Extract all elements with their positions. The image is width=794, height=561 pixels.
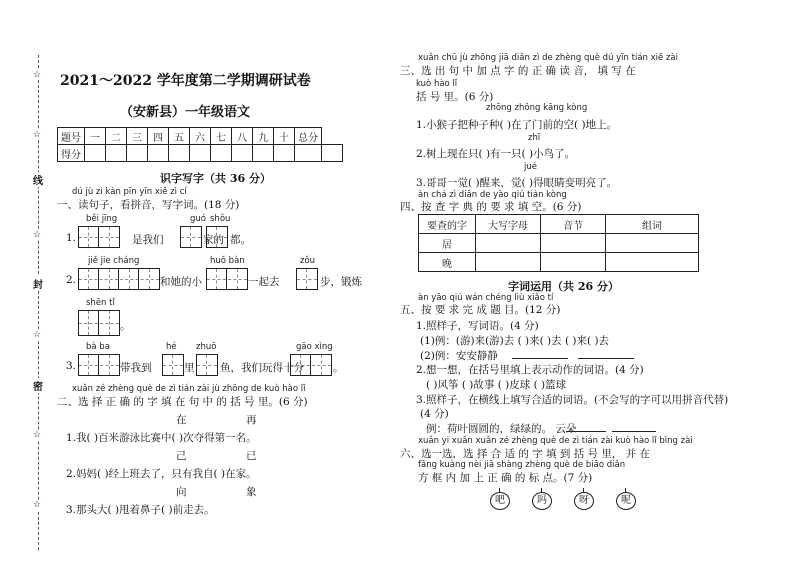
score-header-cell: 四 <box>148 128 169 145</box>
instruction: 1.照样子，写词语。(4 分) <box>416 320 539 332</box>
score-cell[interactable] <box>106 145 127 162</box>
choice-char: 己 <box>176 450 187 462</box>
item-number: 1. <box>66 232 77 244</box>
answer-line[interactable] <box>512 358 568 359</box>
circle-mark: ☆ <box>33 130 42 140</box>
sentence-text: 例：荷叶圆圆的，绿绿的。 云朵 <box>426 423 577 435</box>
sentence-text: 1.小猴子把种子种( )在了门前的空( )地上。 <box>416 119 618 131</box>
writing-grid[interactable] <box>78 268 160 290</box>
pinyin: guó <box>190 214 206 224</box>
pinyin: huǒ bàn <box>210 256 245 266</box>
instruction: 2.想一想，在括号里填上表示动作的词语。(4 分) <box>416 364 644 376</box>
pinyin-line: xuǎn yi xuǎn xuǎn zé zhèng què de zì tián zài kuò hào lǐ bìng zài <box>418 436 693 446</box>
answer-cell[interactable] <box>606 253 699 272</box>
answer-line[interactable] <box>566 431 606 432</box>
score-cell[interactable] <box>232 145 253 162</box>
exam-subtitle: （安新县）一年级语文 <box>120 105 251 120</box>
question-title: 三、选 出 句 中 加 点 字 的 正 确 读 音， 填 写 在 <box>400 65 636 77</box>
sentence-text: 一起去 <box>248 276 280 288</box>
answer-cell[interactable] <box>606 234 699 253</box>
pinyin-options: zhōng zhǒng kāng kòng <box>486 103 588 113</box>
sentence-text: 。 <box>120 320 131 332</box>
sentence-text: 1.我( )百米游泳比赛中( )次夺得第一名。 <box>66 432 257 444</box>
choice-char: 在 <box>176 414 187 426</box>
instruction: (4 分) <box>420 408 449 420</box>
score-header-cell: 题号 <box>58 128 85 145</box>
pinyin-line: xuǎn chū jù zhōng jiā diǎn zì de zhèng què dú yīn tián xiě zài <box>418 53 678 63</box>
sentence-text: 步，锻炼 <box>320 276 362 288</box>
pinyin-line: fāng kuàng nèi jiā shàng zhèng què de biāo diǎn <box>418 460 626 470</box>
score-cell[interactable] <box>295 145 322 162</box>
circle-mark: ☆ <box>33 330 42 340</box>
answer-cell[interactable] <box>541 253 606 272</box>
section-title: 识字写字（共 36 分） <box>160 172 271 185</box>
dict-header: 组词 <box>606 215 699 234</box>
sentence-text: 3.哥哥一觉( )醒来，觉( )得眼睛变明亮了。 <box>416 177 618 189</box>
writing-grid[interactable] <box>290 354 332 376</box>
sentence-text: 带我到 <box>120 362 152 374</box>
instruction: 3.照样子，在横线上填写合适的词语。(不会写的字可以用拼音代替) <box>416 394 729 406</box>
apple-choice: 吧 <box>490 492 510 510</box>
sentence-text: 都。 <box>230 234 251 246</box>
score-header-cell: 八 <box>232 128 253 145</box>
score-header-cell: 六 <box>190 128 211 145</box>
pinyin-options: zhī <box>528 133 541 143</box>
sentence-text: 是我们 <box>132 234 164 246</box>
score-header-cell: 三 <box>127 128 148 145</box>
exam-title: 2021～2022 学年度第二学期调研试卷 <box>60 73 311 89</box>
question-title: 六、选一选，选 择 合 适 的 字 填 到 括 号 里， 并 在 <box>400 448 651 460</box>
score-cell[interactable] <box>253 145 274 162</box>
sentence-text: 3.那头大( )甩着鼻子( )前走去。 <box>66 504 215 516</box>
score-row-label: 得分 <box>58 145 85 162</box>
gutter-word: 封 <box>30 276 46 291</box>
sentence-text: (1)例：(游)来(游)去 ( )来( )去 ( )来( )去 <box>420 335 610 347</box>
choice-char: 已 <box>246 450 257 462</box>
score-cell[interactable] <box>85 145 106 162</box>
answer-line[interactable] <box>578 358 634 359</box>
score-cell[interactable] <box>211 145 232 162</box>
gutter-word: 密 <box>30 378 46 393</box>
question-title: 四、按 查 字 典 的 要 求 填 空。(6 分) <box>400 201 582 213</box>
score-cell[interactable] <box>190 145 211 162</box>
pinyin: bà ba <box>86 342 110 352</box>
apple-choice: 呀 <box>574 492 594 510</box>
sentence-text: 2.树上现在只( )有一只( )小鸟了。 <box>416 148 576 160</box>
section-title: 字词运用（共 26 分） <box>508 280 619 293</box>
pinyin-options: jué <box>524 162 537 172</box>
pinyin-line: xuǎn zé zhèng què de zì tián zài jù zhōng de kuò hào lǐ <box>72 384 306 394</box>
writing-grid[interactable] <box>296 268 318 290</box>
writing-grid[interactable] <box>206 268 248 290</box>
writing-grid[interactable] <box>180 226 202 248</box>
writing-grid[interactable] <box>78 354 120 376</box>
circle-mark: ☆ <box>33 430 42 440</box>
item-number: 3. <box>66 360 77 372</box>
sentence-text: 。 <box>333 362 344 374</box>
question-title: 五、按 要 求 完 成 题 目。(12 分) <box>400 304 561 316</box>
question-title: 二、选 择 正 确 的 字 填 在 句 中 的 括 号 里。(6 分) <box>57 396 308 408</box>
sentence-text: 里 <box>184 362 195 374</box>
score-header-cell: 一 <box>85 128 106 145</box>
score-cell[interactable] <box>148 145 169 162</box>
score-header-cell: 五 <box>169 128 190 145</box>
pinyin-line: kuò hào lǐ <box>416 79 458 89</box>
score-header-cell: 九 <box>253 128 274 145</box>
sentence-text: ( )风筝 ( )故事 ( )皮球 ( )篮球 <box>426 379 567 391</box>
question-title: 一、读句子，看拼音，写字词。(18 分) <box>57 199 240 211</box>
question-title: 方 框 内 加 上 正 确 的 标 点。(7 分) <box>418 472 593 484</box>
pinyin: shǒu <box>210 214 231 224</box>
score-table <box>57 127 343 162</box>
writing-grid[interactable] <box>78 226 120 248</box>
writing-grid[interactable] <box>196 354 218 376</box>
score-cell[interactable] <box>169 145 190 162</box>
sentence-text: 2.妈妈( )经上班去了，只有我自( )在家。 <box>66 468 257 480</box>
dict-char: 居 <box>419 234 476 253</box>
choice-char: 象 <box>246 486 257 498</box>
dict-char: 晚 <box>419 253 476 272</box>
answer-line[interactable] <box>612 431 656 432</box>
pinyin: shēn tǐ <box>86 298 115 308</box>
score-cell[interactable] <box>127 145 148 162</box>
choice-char: 再 <box>246 414 257 426</box>
gutter-word: 线 <box>30 172 46 187</box>
writing-grid[interactable] <box>78 310 120 336</box>
dict-header: 大写字母 <box>476 215 541 234</box>
pinyin: jiě jie cháng <box>88 256 140 266</box>
pinyin-line: dú jù zi kàn pīn yīn xiě zì cí <box>72 187 187 197</box>
pinyin: zhuō <box>196 342 217 352</box>
answer-cell[interactable] <box>541 234 606 253</box>
score-header-cell: 二 <box>106 128 127 145</box>
pinyin: hé <box>166 342 177 352</box>
sentence-text: 和她的小 <box>160 276 202 288</box>
pinyin: běi jīng <box>86 214 118 224</box>
sentence-text: 鱼，我们玩得十分 <box>220 362 304 374</box>
answer-cell[interactable] <box>476 253 541 272</box>
score-header-cell: 总分 <box>295 128 322 145</box>
score-cell[interactable] <box>274 145 295 162</box>
circle-mark: ☆ <box>33 70 42 80</box>
circle-mark: ☆ <box>33 230 42 240</box>
dict-header: 要查的字 <box>419 215 476 234</box>
sentence-text: (2)例：安安静静 <box>420 350 498 362</box>
score-header-cell: 十 <box>274 128 295 145</box>
choice-char: 向 <box>176 486 187 498</box>
pinyin: zǒu <box>300 256 316 266</box>
writing-grid[interactable] <box>162 354 184 376</box>
pinyin-line: àn yāo qiú wán chéng liù xiǎo tí <box>418 293 554 303</box>
apple-choice: 吗 <box>532 492 552 510</box>
score-header-cell: 七 <box>211 128 232 145</box>
circle-mark: ☆ <box>33 500 42 510</box>
item-number: 2. <box>66 274 77 286</box>
writing-grid[interactable] <box>206 226 228 248</box>
sentence-text: 家的 <box>203 234 224 246</box>
apple-choice: 呢 <box>616 492 636 510</box>
pinyin: gāo xìng <box>296 342 333 352</box>
question-title: 括 号 里。(6 分) <box>416 91 494 103</box>
dictionary-table <box>418 214 699 272</box>
score-cell[interactable] <box>322 145 343 162</box>
answer-cell[interactable] <box>476 234 541 253</box>
dict-header: 音节 <box>541 215 606 234</box>
pinyin-line: àn chá zì diǎn de yào qiú tián kòng <box>418 190 567 200</box>
